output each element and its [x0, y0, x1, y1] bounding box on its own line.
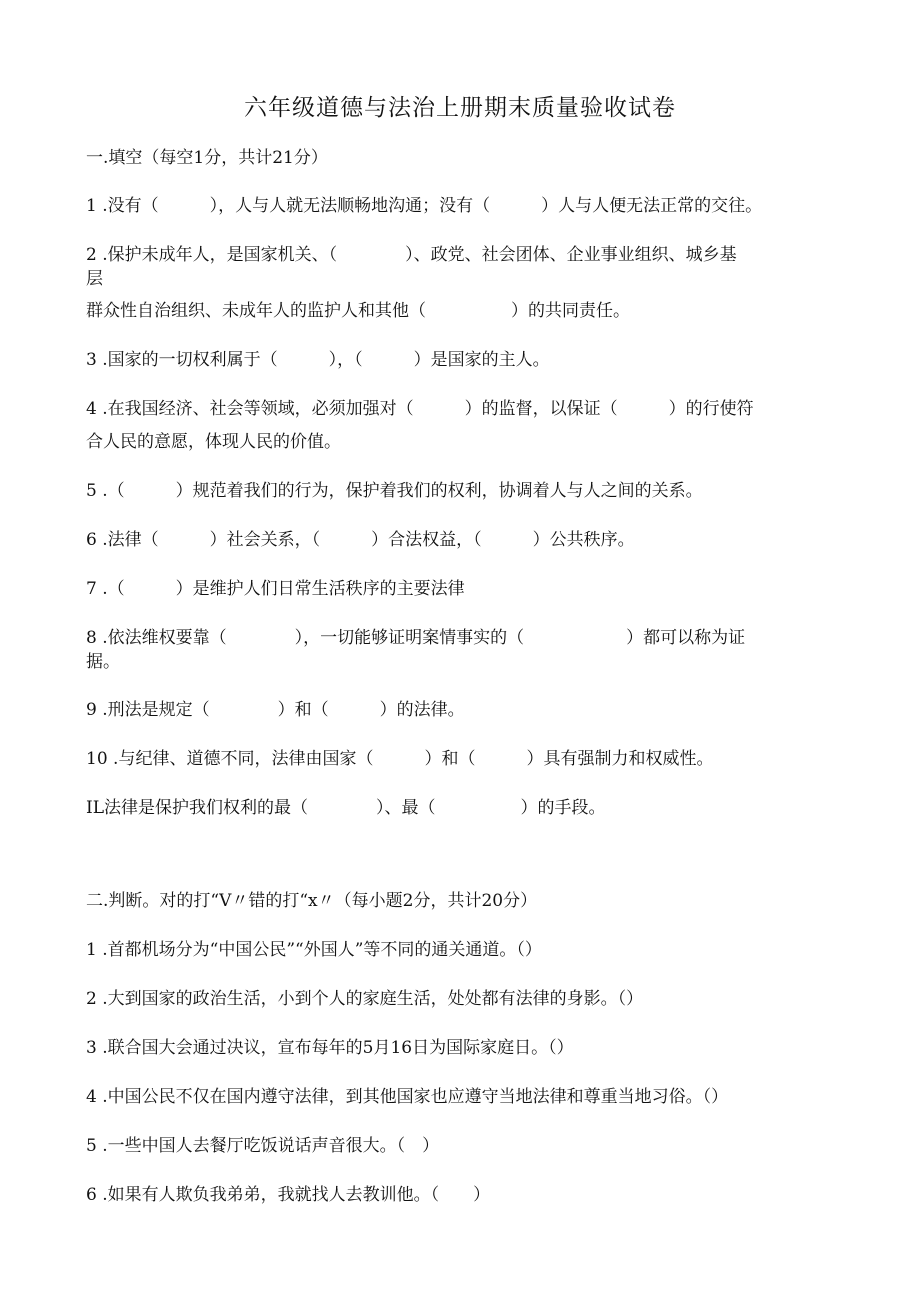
- fill-question-8-line2: 据。: [86, 652, 120, 672]
- judge-question-3: 3 .联合国大会通过决议，宣布每年的5月16日为国际家庭日。（）: [86, 1038, 574, 1058]
- fill-question-2-line1: 2 .保护未成年人，是国家机关、（ ）、政党、社会团体、企业事业组织、城乡基: [86, 245, 737, 265]
- fill-question-4-line2: 合人民的意愿，体现人民的价值。: [86, 432, 341, 452]
- judge-question-2: 2 .大到国家的政治生活，小到个人的家庭生活，处处都有法律的身影。（）: [86, 989, 644, 1009]
- fill-question-5: 5 .（ ）规范着我们的行为，保护着我们的权利，协调着人与人之间的关系。: [86, 481, 703, 501]
- fill-question-11: IL法律是保护我们权利的最（ ）、最（ ）的手段。: [86, 798, 606, 818]
- fill-question-7: 7 .（ ）是维护人们日常生活秩序的主要法律: [86, 579, 465, 599]
- section2-heading: 二.判断。对的打“V〃错的打“x〃（每小题2分，共计20分）: [86, 891, 538, 911]
- fill-question-1: 1 .没有（ ），人与人就无法顺畅地沟通；没有（ ）人与人便无法正常的交往。: [86, 196, 763, 216]
- fill-question-9: 9 .刑法是规定（ ）和（ ）的法律。: [86, 700, 465, 720]
- page-title: 六年级道德与法治上册期末质量验收试卷: [244, 95, 676, 121]
- fill-question-2-line3: 群众性自治组织、未成年人的监护人和其他（ ）的共同责任。: [86, 301, 630, 321]
- section1-heading: 一.填空（每空1分，共计21分）: [86, 148, 328, 168]
- fill-question-6: 6 .法律（ ）社会关系，（ ）合法权益，（ ）公共秩序。: [86, 530, 635, 550]
- judge-question-5: 5 .一些中国人去餐厅吃饭说话声音很大。（ ）: [86, 1136, 440, 1156]
- fill-question-3: 3 .国家的一切权利属于（ ），（ ）是国家的主人。: [86, 350, 550, 370]
- judge-question-6: 6 .如果有人欺负我弟弟，我就找人去教训他。（ ）: [86, 1185, 491, 1205]
- judge-question-1: 1 .首都机场分为“中国公民”“外国人”等不同的通关通道。（）: [86, 940, 542, 960]
- fill-question-10: 10 .与纪律、道德不同，法律由国家（ ）和（ ）具有强制力和权威性。: [86, 749, 714, 769]
- fill-question-8-line1: 8 .依法维权要靠（ ），一切能够证明案情事实的（ ）都可以称为证: [86, 628, 746, 648]
- fill-question-4-line1: 4 .在我国经济、社会等领域，必须加强对（ ）的监督，以保证（ ）的行使符: [86, 399, 754, 419]
- judge-question-4: 4 .中国公民不仅在国内遵守法律，到其他国家也应遵守当地法律和尊重当地习俗。（）: [86, 1087, 729, 1107]
- fill-question-2-line2: 层: [86, 269, 103, 289]
